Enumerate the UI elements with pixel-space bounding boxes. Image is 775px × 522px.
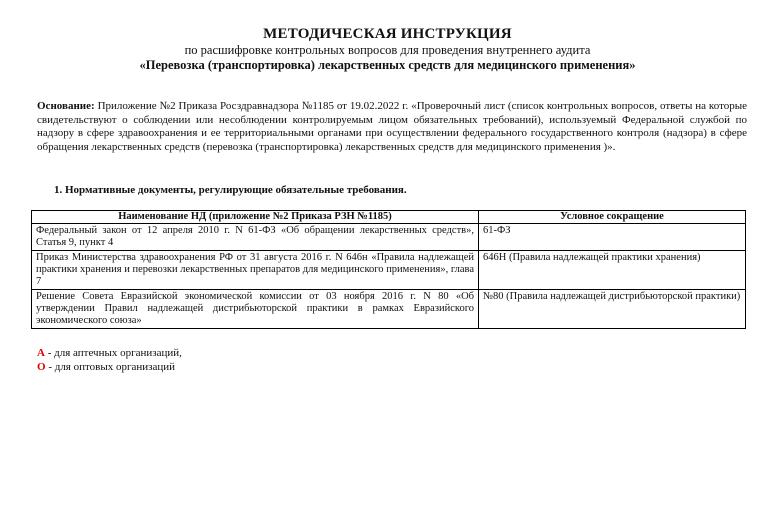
legend-text: - для оптовых организаций bbox=[45, 361, 176, 373]
abbreviation-cell: №80 (Правила надлежащей дистрибьюторской практики) bbox=[479, 290, 746, 329]
legend-item-wholesale bbox=[37, 360, 182, 374]
header-abbreviation: Условное сокращение bbox=[479, 211, 746, 224]
normative-documents-table bbox=[31, 210, 746, 329]
abbreviation-cell: 61-ФЗ bbox=[479, 224, 746, 251]
section-1-title: 1. Нормативные документы, регулирующие обязательные требования. bbox=[54, 184, 407, 196]
legend-mark: О bbox=[37, 361, 46, 373]
document-subtitle: по расшифровке контрольных вопросов для проведения внутреннего аудита bbox=[184, 43, 591, 57]
header-document-name: Наименование НД (приложение №2 Приказа РЗН №1185) bbox=[32, 211, 479, 224]
document-name-cell: Федеральный закон от 12 апреля 2010 г. N 61-ФЗ «Об обращении лекарственных средств», Статья 9, пункт 4 bbox=[32, 224, 479, 251]
document-title: МЕТОДИЧЕСКАЯ ИНСТРУКЦИЯ bbox=[263, 26, 512, 42]
legend-text: - для аптечных организаций, bbox=[44, 347, 182, 359]
basis-label: Основание: bbox=[37, 100, 95, 112]
document-name-cell: Приказ Министерства здравоохранения РФ от 31 августа 2016 г. N 646н «Правила надлежащей практики хранения и перевозки лекарственных препаратов для медицинского применения», глава 7 bbox=[32, 251, 479, 290]
abbreviation-cell: 646Н (Правила надлежащей практики хранения) bbox=[479, 251, 746, 290]
table-header-row bbox=[32, 211, 746, 224]
legend bbox=[37, 346, 182, 374]
legend-item-pharmacy bbox=[37, 346, 182, 360]
legend-mark: А bbox=[37, 347, 45, 359]
title-block bbox=[0, 26, 775, 73]
table-row bbox=[32, 251, 746, 290]
basis-paragraph bbox=[37, 100, 747, 154]
table-row bbox=[32, 224, 746, 251]
table-row bbox=[32, 290, 746, 329]
basis-text: Приложение №2 Приказа Росздравнадзора №1185 от 19.02.2022 г. «Проверочный лист (список контрольных вопросов, ответы на которые свидетельствуют о соблюдении или несоблюдении контролируемым лицом обязательных требований), используемый Федеральной службой по надзору в сфере здравоохранения и ее территориальными органами при осуществлении федерального государственного контроля (надзора) в сфере обращения лекарственных средств (перевозка (транспортировка) лекарственных средств для медицинского применения )». bbox=[37, 100, 748, 153]
document-subject: «Перевозка (транспортировка) лекарственных средств для медицинского применения» bbox=[139, 58, 636, 72]
document-name-cell: Решение Совета Евразийской экономической комиссии от 03 ноября 2016 г. N 80 «Об утверждении Правил надлежащей дистрибьюторской практики в рамках Евразийского экономического союза» bbox=[32, 290, 479, 329]
